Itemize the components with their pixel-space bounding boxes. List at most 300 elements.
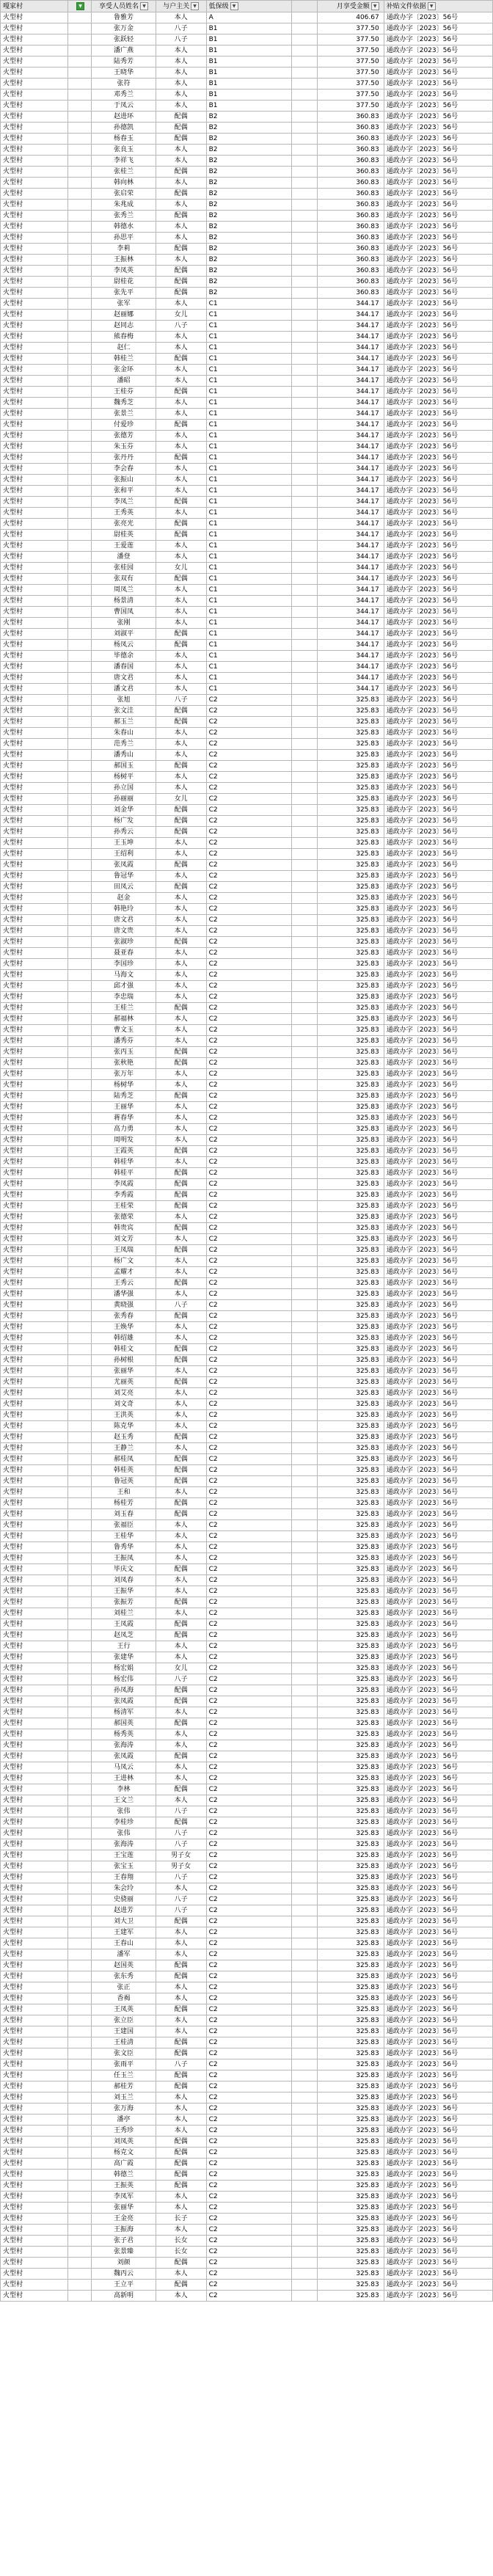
cell-village[interactable]: 火型村 [1, 2137, 68, 2148]
cell-amount[interactable]: 325.83 [318, 1366, 384, 1377]
cell-village[interactable]: 火型村 [1, 233, 68, 244]
cell-empty[interactable] [292, 299, 318, 310]
cell-level[interactable]: C2 [206, 1740, 292, 1751]
cell-relation[interactable]: 配偶 [156, 244, 206, 255]
cell-level[interactable]: C2 [206, 761, 292, 772]
cell-empty[interactable] [292, 1751, 318, 1762]
cell-name[interactable]: 张淑珍 [92, 937, 156, 948]
cell-name[interactable]: 刘文芳 [92, 1234, 156, 1245]
cell-empty[interactable] [67, 1069, 92, 1080]
cell-empty[interactable] [292, 2181, 318, 2192]
cell-empty[interactable] [67, 2026, 92, 2037]
cell-basis[interactable]: 通政办字〔2023〕56号 [384, 1630, 492, 1641]
cell-empty[interactable] [67, 607, 92, 618]
cell-amount[interactable]: 325.83 [318, 2258, 384, 2269]
cell-basis[interactable]: 通政办字〔2023〕56号 [384, 926, 492, 937]
cell-empty[interactable] [67, 376, 92, 387]
cell-empty[interactable] [292, 67, 318, 79]
cell-empty[interactable] [292, 1993, 318, 2004]
cell-relation[interactable]: 配偶 [156, 574, 206, 585]
cell-empty[interactable] [292, 90, 318, 101]
cell-level[interactable]: A [206, 12, 292, 23]
cell-relation[interactable]: 本人 [156, 1421, 206, 1432]
cell-basis[interactable]: 通政办字〔2023〕56号 [384, 255, 492, 266]
cell-relation[interactable]: 本人 [156, 2192, 206, 2203]
cell-empty[interactable] [292, 1476, 318, 1487]
cell-empty[interactable] [67, 1916, 92, 1927]
cell-village[interactable]: 火型村 [1, 34, 68, 45]
cell-empty[interactable] [292, 2291, 318, 2302]
cell-empty[interactable] [67, 2015, 92, 2026]
cell-village[interactable]: 火型村 [1, 134, 68, 145]
cell-empty[interactable] [292, 1839, 318, 1850]
cell-village[interactable]: 火型村 [1, 915, 68, 926]
cell-empty[interactable] [292, 1234, 318, 1245]
cell-basis[interactable]: 通政办字〔2023〕56号 [384, 519, 492, 530]
cell-relation[interactable]: 本人 [156, 904, 206, 915]
cell-village[interactable]: 火型村 [1, 728, 68, 739]
cell-relation[interactable]: 本人 [156, 959, 206, 970]
cell-basis[interactable]: 通政办字〔2023〕56号 [384, 849, 492, 860]
cell-empty[interactable] [292, 1058, 318, 1069]
cell-level[interactable]: C2 [206, 1267, 292, 1278]
cell-amount[interactable]: 325.83 [318, 2104, 384, 2115]
cell-empty[interactable] [67, 1685, 92, 1696]
cell-basis[interactable]: 通政办字〔2023〕56号 [384, 937, 492, 948]
cell-relation[interactable]: 配偶 [156, 2280, 206, 2291]
cell-empty[interactable] [67, 486, 92, 497]
cell-relation[interactable]: 八子 [156, 1872, 206, 1883]
cell-empty[interactable] [292, 2236, 318, 2247]
cell-basis[interactable]: 通政办字〔2023〕56号 [384, 2115, 492, 2126]
cell-level[interactable]: C2 [206, 1498, 292, 1509]
cell-level[interactable]: C2 [206, 2026, 292, 2037]
cell-amount[interactable]: 360.83 [318, 112, 384, 123]
cell-level[interactable]: C2 [206, 1773, 292, 1784]
cell-basis[interactable]: 通政办字〔2023〕56号 [384, 1828, 492, 1839]
cell-level[interactable]: C2 [206, 1894, 292, 1905]
cell-name[interactable]: 张良玉 [92, 145, 156, 156]
cell-relation[interactable]: 本人 [156, 255, 206, 266]
cell-basis[interactable]: 通政办字〔2023〕56号 [384, 1003, 492, 1014]
cell-relation[interactable]: 本人 [156, 1113, 206, 1124]
cell-level[interactable]: C2 [206, 1421, 292, 1432]
cell-name[interactable]: 张启荣 [92, 189, 156, 200]
cell-relation[interactable]: 配偶 [156, 1201, 206, 1212]
cell-level[interactable]: B1 [206, 79, 292, 90]
cell-empty[interactable] [292, 1575, 318, 1586]
cell-village[interactable]: 火型村 [1, 56, 68, 67]
cell-basis[interactable]: 通政办字〔2023〕56号 [384, 1135, 492, 1146]
cell-empty[interactable] [67, 728, 92, 739]
cell-relation[interactable]: 本人 [156, 233, 206, 244]
cell-empty[interactable] [67, 1630, 92, 1641]
cell-empty[interactable] [292, 167, 318, 178]
cell-name[interactable]: 郝玉兰 [92, 717, 156, 728]
cell-village[interactable]: 火型村 [1, 1960, 68, 1971]
cell-empty[interactable] [292, 640, 318, 651]
cell-relation[interactable]: 配偶 [156, 1047, 206, 1058]
cell-empty[interactable] [67, 79, 92, 90]
cell-amount[interactable]: 325.83 [318, 1245, 384, 1256]
cell-relation[interactable]: 配偶 [156, 937, 206, 948]
cell-level[interactable]: C2 [206, 1729, 292, 1740]
cell-basis[interactable]: 通政办字〔2023〕56号 [384, 1806, 492, 1817]
cell-empty[interactable] [67, 1982, 92, 1993]
cell-level[interactable]: C2 [206, 2048, 292, 2059]
cell-name[interactable]: 赵丽娜 [92, 310, 156, 321]
cell-basis[interactable]: 通政办字〔2023〕56号 [384, 1674, 492, 1685]
cell-village[interactable]: 火型村 [1, 2059, 68, 2070]
cell-level[interactable]: C2 [206, 783, 292, 794]
cell-level[interactable]: C2 [206, 2170, 292, 2181]
cell-level[interactable]: C2 [206, 1157, 292, 1168]
cell-empty[interactable] [292, 860, 318, 871]
cell-relation[interactable]: 本人 [156, 1212, 206, 1223]
cell-level[interactable]: C2 [206, 794, 292, 805]
cell-empty[interactable] [292, 1641, 318, 1652]
cell-empty[interactable] [67, 1575, 92, 1586]
cell-relation[interactable]: 本人 [156, 475, 206, 486]
cell-empty[interactable] [67, 1784, 92, 1795]
cell-village[interactable]: 火型村 [1, 1927, 68, 1938]
cell-basis[interactable]: 通政办字〔2023〕56号 [384, 1234, 492, 1245]
cell-level[interactable]: C2 [206, 915, 292, 926]
cell-empty[interactable] [67, 772, 92, 783]
cell-name[interactable]: 郝国玉 [92, 761, 156, 772]
cell-basis[interactable]: 通政办字〔2023〕56号 [384, 1531, 492, 1542]
cell-empty[interactable] [292, 1674, 318, 1685]
cell-village[interactable]: 火型村 [1, 1366, 68, 1377]
cell-amount[interactable]: 325.83 [318, 1322, 384, 1333]
cell-level[interactable]: C1 [206, 563, 292, 574]
cell-village[interactable]: 火型村 [1, 1443, 68, 1454]
cell-basis[interactable]: 通政办字〔2023〕56号 [384, 464, 492, 475]
cell-relation[interactable]: 男子女 [156, 1861, 206, 1872]
cell-amount[interactable]: 325.83 [318, 1608, 384, 1619]
cell-name[interactable]: 王行 [92, 1641, 156, 1652]
cell-basis[interactable]: 通政办字〔2023〕56号 [384, 1113, 492, 1124]
cell-level[interactable]: C2 [206, 1388, 292, 1399]
cell-empty[interactable] [292, 2159, 318, 2170]
cell-empty[interactable] [67, 1256, 92, 1267]
cell-village[interactable]: 火型村 [1, 365, 68, 376]
cell-name[interactable]: 潘春国 [92, 662, 156, 673]
col-header-name[interactable] [92, 1, 156, 12]
cell-empty[interactable] [67, 1146, 92, 1157]
cell-empty[interactable] [67, 145, 92, 156]
cell-amount[interactable]: 344.17 [318, 651, 384, 662]
cell-basis[interactable]: 通政办字〔2023〕56号 [384, 453, 492, 464]
cell-empty[interactable] [292, 1597, 318, 1608]
cell-relation[interactable]: 本人 [156, 376, 206, 387]
cell-empty[interactable] [292, 1619, 318, 1630]
cell-empty[interactable] [67, 1542, 92, 1553]
cell-name[interactable]: 王桂芬 [92, 387, 156, 398]
cell-relation[interactable]: 本人 [156, 1487, 206, 1498]
cell-empty[interactable] [67, 816, 92, 827]
cell-amount[interactable]: 325.83 [318, 1696, 384, 1707]
cell-amount[interactable]: 325.83 [318, 860, 384, 871]
cell-amount[interactable]: 325.83 [318, 937, 384, 948]
cell-empty[interactable] [67, 1355, 92, 1366]
cell-basis[interactable]: 通政办字〔2023〕56号 [384, 629, 492, 640]
cell-name[interactable]: 王和 [92, 1487, 156, 1498]
cell-village[interactable]: 火型村 [1, 453, 68, 464]
cell-level[interactable]: C2 [206, 2137, 292, 2148]
cell-empty[interactable] [67, 398, 92, 409]
cell-village[interactable]: 火型村 [1, 1872, 68, 1883]
cell-empty[interactable] [292, 651, 318, 662]
cell-basis[interactable]: 通政办字〔2023〕56号 [384, 1619, 492, 1630]
cell-empty[interactable] [67, 1795, 92, 1806]
cell-name[interactable]: 张景兰 [92, 409, 156, 420]
cell-relation[interactable]: 本人 [156, 1729, 206, 1740]
cell-village[interactable]: 火型村 [1, 1124, 68, 1135]
cell-amount[interactable]: 325.83 [318, 2026, 384, 2037]
cell-name[interactable]: 张亮光 [92, 519, 156, 530]
cell-name[interactable]: 张文洼 [92, 706, 156, 717]
cell-empty[interactable] [292, 1960, 318, 1971]
cell-name[interactable]: 熊春梅 [92, 332, 156, 343]
cell-village[interactable]: 火型村 [1, 761, 68, 772]
cell-relation[interactable]: 配偶 [156, 1916, 206, 1927]
cell-level[interactable]: C2 [206, 2059, 292, 2070]
cell-level[interactable]: C1 [206, 541, 292, 552]
col-header-level[interactable] [206, 1, 292, 12]
cell-village[interactable]: 火型村 [1, 1454, 68, 1465]
cell-basis[interactable]: 通政办字〔2023〕56号 [384, 2236, 492, 2247]
cell-level[interactable]: C2 [206, 1179, 292, 1190]
cell-level[interactable]: C2 [206, 805, 292, 816]
cell-empty[interactable] [292, 563, 318, 574]
cell-empty[interactable] [292, 1212, 318, 1223]
cell-amount[interactable]: 325.83 [318, 706, 384, 717]
cell-amount[interactable]: 360.83 [318, 233, 384, 244]
cell-empty[interactable] [292, 1223, 318, 1234]
cell-empty[interactable] [67, 266, 92, 277]
cell-name[interactable]: 孙凤海 [92, 1685, 156, 1696]
cell-empty[interactable] [292, 904, 318, 915]
cell-empty[interactable] [67, 2225, 92, 2236]
cell-basis[interactable]: 通政办字〔2023〕56号 [384, 310, 492, 321]
cell-empty[interactable] [67, 1850, 92, 1861]
cell-empty[interactable] [292, 585, 318, 596]
cell-relation[interactable]: 配偶 [156, 1597, 206, 1608]
cell-empty[interactable] [67, 211, 92, 222]
cell-empty[interactable] [67, 321, 92, 332]
cell-empty[interactable] [292, 354, 318, 365]
cell-empty[interactable] [292, 156, 318, 167]
cell-relation[interactable]: 本人 [156, 222, 206, 233]
cell-basis[interactable]: 通政办字〔2023〕56号 [384, 1784, 492, 1795]
cell-village[interactable]: 火型村 [1, 1729, 68, 1740]
cell-level[interactable]: C2 [206, 750, 292, 761]
cell-level[interactable]: C2 [206, 1432, 292, 1443]
cell-basis[interactable]: 通政办字〔2023〕56号 [384, 860, 492, 871]
cell-relation[interactable]: 本人 [156, 1795, 206, 1806]
cell-level[interactable]: C2 [206, 1883, 292, 1894]
cell-level[interactable]: C1 [206, 299, 292, 310]
cell-basis[interactable]: 通政办字〔2023〕56号 [384, 1707, 492, 1718]
cell-empty[interactable] [292, 783, 318, 794]
cell-basis[interactable]: 通政办字〔2023〕56号 [384, 2269, 492, 2280]
filter-dropdown-icon[interactable]: ▼ [140, 2, 148, 10]
cell-basis[interactable]: 通政办字〔2023〕56号 [384, 585, 492, 596]
cell-empty[interactable] [292, 970, 318, 981]
cell-amount[interactable]: 325.83 [318, 1080, 384, 1091]
cell-level[interactable]: C1 [206, 662, 292, 673]
cell-empty[interactable] [67, 1234, 92, 1245]
cell-empty[interactable] [292, 376, 318, 387]
cell-level[interactable]: C1 [206, 585, 292, 596]
cell-amount[interactable]: 325.83 [318, 915, 384, 926]
cell-name[interactable]: 田凤云 [92, 882, 156, 893]
cell-name[interactable]: 张海涛 [92, 1740, 156, 1751]
cell-level[interactable]: C2 [206, 904, 292, 915]
cell-empty[interactable] [67, 1729, 92, 1740]
cell-amount[interactable]: 344.17 [318, 618, 384, 629]
cell-name[interactable]: 马海文 [92, 970, 156, 981]
cell-basis[interactable]: 通政办字〔2023〕56号 [384, 1641, 492, 1652]
cell-empty[interactable] [292, 1729, 318, 1740]
cell-name[interactable]: 李桂珍 [92, 1817, 156, 1828]
cell-level[interactable]: B2 [206, 167, 292, 178]
cell-empty[interactable] [67, 1476, 92, 1487]
cell-relation[interactable]: 本人 [156, 739, 206, 750]
cell-empty[interactable] [292, 1399, 318, 1410]
cell-empty[interactable] [67, 750, 92, 761]
cell-empty[interactable] [67, 2269, 92, 2280]
cell-amount[interactable]: 325.83 [318, 1179, 384, 1190]
cell-name[interactable]: 刘桂兰 [92, 1608, 156, 1619]
cell-relation[interactable]: 本人 [156, 1927, 206, 1938]
cell-empty[interactable] [292, 1322, 318, 1333]
cell-relation[interactable]: 配偶 [156, 1058, 206, 1069]
cell-empty[interactable] [292, 2115, 318, 2126]
cell-name[interactable]: 王振华 [92, 1586, 156, 1597]
cell-level[interactable]: C1 [206, 530, 292, 541]
cell-name[interactable]: 张德荣 [92, 1212, 156, 1223]
cell-amount[interactable]: 325.83 [318, 1718, 384, 1729]
cell-empty[interactable] [292, 1784, 318, 1795]
cell-village[interactable]: 火型村 [1, 794, 68, 805]
cell-relation[interactable]: 配偶 [156, 2170, 206, 2181]
filter-cell[interactable] [67, 1, 92, 12]
cell-empty[interactable] [67, 2037, 92, 2048]
cell-empty[interactable] [292, 1553, 318, 1564]
cell-empty[interactable] [292, 1949, 318, 1960]
cell-empty[interactable] [292, 882, 318, 893]
cell-name[interactable]: 张福臣 [92, 1520, 156, 1531]
cell-basis[interactable]: 通政办字〔2023〕56号 [384, 1575, 492, 1586]
cell-relation[interactable]: 八子 [156, 1674, 206, 1685]
cell-amount[interactable]: 325.83 [318, 1927, 384, 1938]
cell-empty[interactable] [292, 1652, 318, 1663]
cell-empty[interactable] [67, 2159, 92, 2170]
cell-empty[interactable] [292, 233, 318, 244]
cell-basis[interactable]: 通政办字〔2023〕56号 [384, 233, 492, 244]
cell-name[interactable]: 朱会玲 [92, 1883, 156, 1894]
cell-basis[interactable]: 通政办字〔2023〕56号 [384, 541, 492, 552]
cell-relation[interactable]: 本人 [156, 200, 206, 211]
cell-empty[interactable] [292, 211, 318, 222]
cell-empty[interactable] [67, 805, 92, 816]
cell-level[interactable]: C1 [206, 431, 292, 442]
cell-basis[interactable]: 通政办字〔2023〕56号 [384, 1773, 492, 1784]
cell-basis[interactable]: 通政办字〔2023〕56号 [384, 1652, 492, 1663]
cell-empty[interactable] [292, 1069, 318, 1080]
cell-empty[interactable] [67, 1432, 92, 1443]
cell-basis[interactable]: 通政办字〔2023〕56号 [384, 893, 492, 904]
cell-empty[interactable] [67, 893, 92, 904]
cell-empty[interactable] [67, 1718, 92, 1729]
cell-level[interactable]: C2 [206, 1355, 292, 1366]
cell-name[interactable]: 张振山 [92, 475, 156, 486]
cell-basis[interactable]: 通政办字〔2023〕56号 [384, 959, 492, 970]
cell-name[interactable]: 魏秀芝 [92, 398, 156, 409]
cell-basis[interactable]: 通政办字〔2023〕56号 [384, 915, 492, 926]
cell-empty[interactable] [67, 1663, 92, 1674]
cell-empty[interactable] [292, 1432, 318, 1443]
cell-village[interactable]: 火型村 [1, 651, 68, 662]
cell-village[interactable]: 火型村 [1, 1212, 68, 1223]
cell-empty[interactable] [67, 1245, 92, 1256]
cell-level[interactable]: C1 [206, 453, 292, 464]
cell-amount[interactable]: 325.83 [318, 1553, 384, 1564]
cell-basis[interactable]: 通政办字〔2023〕56号 [384, 750, 492, 761]
cell-level[interactable]: C2 [206, 1080, 292, 1091]
cell-village[interactable]: 火型村 [1, 1300, 68, 1311]
cell-relation[interactable]: 配偶 [156, 805, 206, 816]
cell-empty[interactable] [292, 277, 318, 288]
cell-village[interactable]: 火型村 [1, 464, 68, 475]
cell-empty[interactable] [67, 2291, 92, 2302]
cell-basis[interactable]: 通政办字〔2023〕56号 [384, 2070, 492, 2081]
cell-village[interactable]: 火型村 [1, 1894, 68, 1905]
cell-amount[interactable]: 325.83 [318, 695, 384, 706]
cell-village[interactable]: 火型村 [1, 1718, 68, 1729]
cell-relation[interactable]: 配偶 [156, 1146, 206, 1157]
cell-empty[interactable] [67, 1828, 92, 1839]
cell-relation[interactable]: 配偶 [156, 211, 206, 222]
cell-level[interactable]: C2 [206, 1685, 292, 1696]
cell-village[interactable]: 火型村 [1, 904, 68, 915]
cell-village[interactable]: 火型村 [1, 1597, 68, 1608]
cell-name[interactable]: 陈克华 [92, 1421, 156, 1432]
cell-name[interactable]: 香褐 [92, 1993, 156, 2004]
cell-basis[interactable]: 通政办字〔2023〕56号 [384, 1267, 492, 1278]
cell-level[interactable]: C1 [206, 486, 292, 497]
cell-level[interactable]: C1 [206, 574, 292, 585]
cell-relation[interactable]: 配偶 [156, 1190, 206, 1201]
cell-name[interactable]: 聂亚春 [92, 948, 156, 959]
cell-empty[interactable] [292, 1091, 318, 1102]
cell-relation[interactable]: 本人 [156, 1256, 206, 1267]
cell-relation[interactable]: 配偶 [156, 123, 206, 134]
cell-basis[interactable]: 通政办字〔2023〕56号 [384, 1454, 492, 1465]
cell-level[interactable]: C2 [206, 1575, 292, 1586]
cell-village[interactable]: 火型村 [1, 1245, 68, 1256]
cell-empty[interactable] [67, 1410, 92, 1421]
cell-empty[interactable] [67, 2070, 92, 2081]
cell-empty[interactable] [67, 1487, 92, 1498]
cell-basis[interactable]: 通政办字〔2023〕56号 [384, 1597, 492, 1608]
cell-relation[interactable]: 配偶 [156, 112, 206, 123]
cell-amount[interactable]: 344.17 [318, 442, 384, 453]
cell-amount[interactable]: 344.17 [318, 453, 384, 464]
cell-name[interactable]: 李凤军 [92, 2192, 156, 2203]
